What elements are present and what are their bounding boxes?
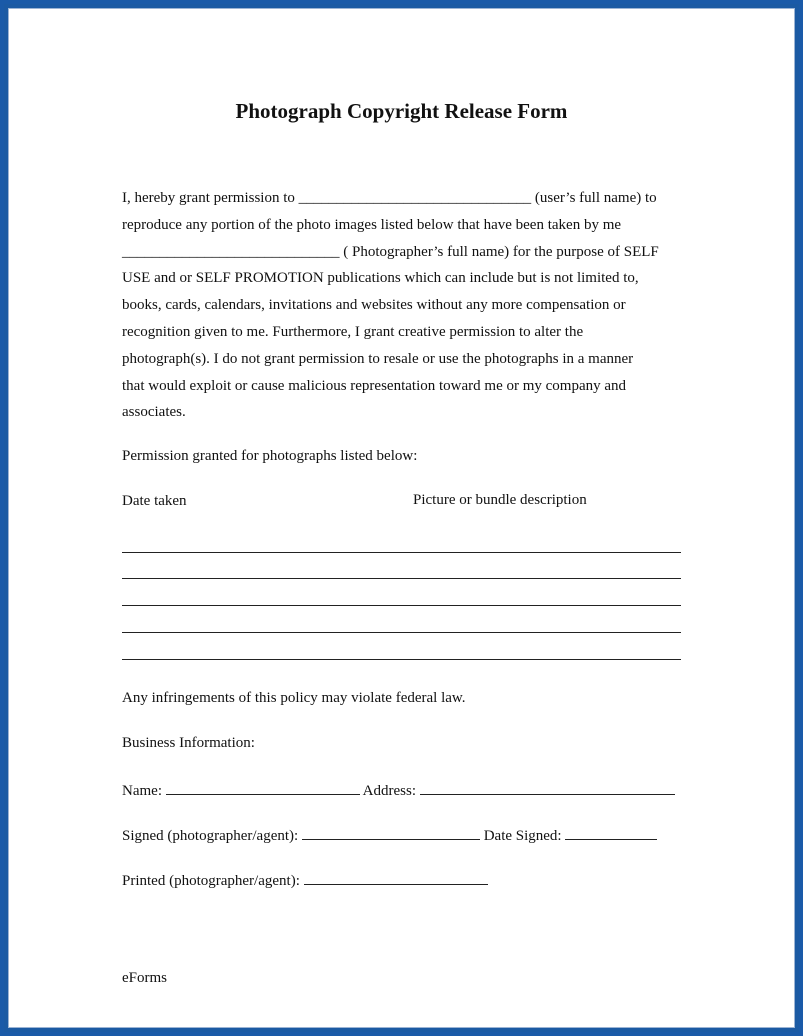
address-field[interactable] — [420, 780, 675, 795]
form-title: Photograph Copyright Release Form — [235, 99, 568, 123]
name-field[interactable] — [166, 780, 360, 795]
printed-name-field[interactable] — [304, 870, 488, 885]
infringement-notice: Any infringements of this policy may violate federal law. — [122, 690, 466, 706]
photo-entry-line[interactable] — [122, 578, 681, 579]
date-signed-field[interactable] — [565, 825, 657, 840]
business-heading: Business Information: — [122, 735, 255, 751]
paragraph-line: books, cards, calendars, invitations and websites without any more compensation or — [122, 297, 626, 314]
footer-brand: eForms — [122, 970, 167, 986]
paragraph-line: USE and or SELF PROMOTION publications which can include but is not limited to, — [122, 270, 639, 287]
photo-entry-line[interactable] — [122, 632, 681, 633]
paragraph-line: _____________________________ ( Photographer’s full name) for the purpose of SELF — [122, 243, 659, 260]
permission-paragraph — [122, 185, 682, 426]
column-header-date: Date taken — [122, 493, 187, 509]
paragraph-line: photograph(s). I do not grant permission to resale or use the photographs in a manner — [122, 350, 634, 367]
photo-entry-line[interactable] — [122, 552, 681, 553]
signature-field[interactable] — [302, 825, 480, 840]
printed-row — [122, 870, 488, 890]
printed-label: Printed (photographer/agent): — [122, 873, 300, 889]
date-signed-label: Date Signed: — [483, 828, 562, 844]
paragraph-line: reproduce any portion of the photo images listed below that have been taken by me — [122, 216, 622, 233]
name-row — [122, 780, 675, 800]
name-label: Name: — [122, 783, 162, 799]
photo-entry-line[interactable] — [122, 659, 681, 660]
paragraph-line: associates. — [122, 404, 186, 421]
permission-list-label: Permission granted for photographs listed below: — [122, 448, 418, 464]
paragraph-line: recognition given to me. Furthermore, I grant creative permission to alter the — [122, 323, 584, 340]
photo-entry-line[interactable] — [122, 605, 681, 606]
paragraph-line: that would exploit or cause malicious representation toward me or my company and — [122, 377, 627, 394]
signed-label: Signed (photographer/agent): — [122, 828, 299, 844]
column-header-description: Picture or bundle description — [413, 492, 587, 508]
paragraph-line: I, hereby grant permission to _______________________________ (user’s full name) to — [122, 190, 657, 206]
signed-row — [122, 825, 657, 845]
address-label: Address: — [362, 783, 416, 799]
